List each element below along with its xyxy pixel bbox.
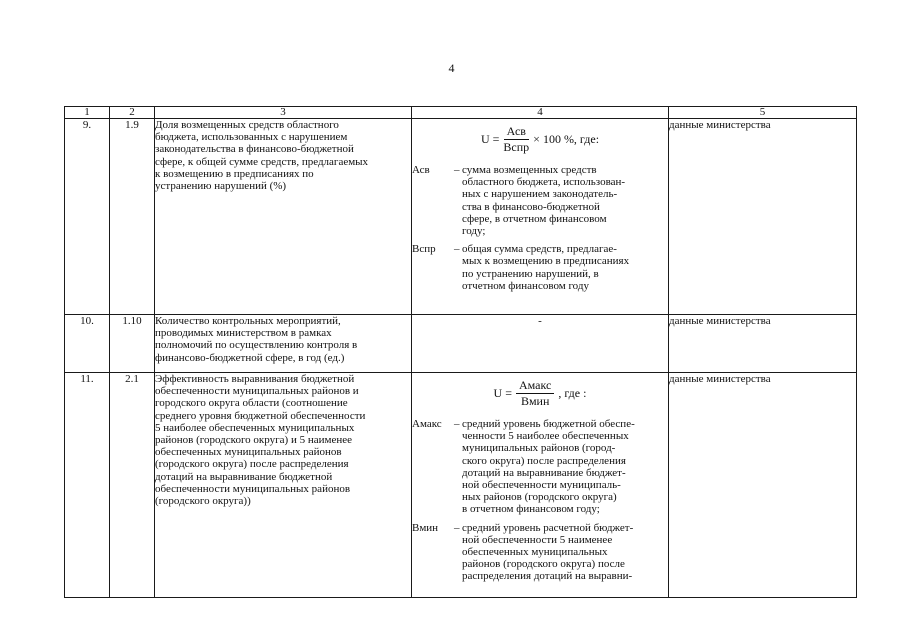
header-col-5: 5 — [669, 107, 857, 119]
indicator-code: 2.1 — [110, 373, 155, 598]
row-number: 11. — [65, 373, 110, 598]
formula-fraction — [516, 379, 554, 408]
table-row — [65, 315, 857, 373]
header-col-3: 3 — [155, 107, 412, 119]
formula-lhs: U = — [480, 132, 500, 147]
description-line: среднего уровня бюджетной обеспеченности — [155, 409, 366, 422]
description-line: обеспеченности муниципальных районов — [155, 482, 351, 495]
description-line: устранению нарушений (%) — [155, 180, 287, 193]
indicator-description — [155, 373, 412, 598]
definition-line: ского округа) после распределения — [462, 454, 626, 467]
definition-line: областного бюджета, использован- — [462, 176, 626, 189]
formula-definition — [412, 164, 668, 237]
formula-definition — [412, 418, 668, 516]
definition-dash: – — [454, 418, 460, 430]
formula-suffix: × 100 %, где: — [533, 132, 600, 147]
indicator-code: 1.9 — [110, 119, 155, 315]
formula-definition — [412, 243, 668, 292]
definition-line: мых к возмещению в предписаниях — [462, 255, 630, 268]
formula-numerator: Амакс — [516, 379, 554, 394]
indicator-description — [155, 315, 412, 373]
description-line: обеспеченных муниципальных районов — [155, 446, 342, 459]
definition-text — [462, 418, 668, 516]
definition-line: отчетном финансовом году — [462, 279, 589, 292]
calculation-formula — [412, 119, 669, 315]
formula-denominator: Вспр — [503, 140, 530, 154]
description-line: 5 наиболее обеспеченных муниципальных — [155, 421, 355, 434]
definition-symbol: Вспр — [412, 243, 436, 256]
definition-line: ных районов (городского округа) — [462, 491, 617, 504]
description-line: законодательства в финансово-бюджетной — [155, 143, 354, 156]
definition-dash: – — [454, 521, 460, 534]
description-line: сфере, к общей сумме средств, предлагаемых — [155, 155, 369, 168]
definition-line: году; — [462, 225, 486, 238]
formula-definition — [412, 522, 668, 583]
definition-dash: – — [454, 243, 460, 256]
definition-line: распределения дотаций на выравни- — [462, 570, 633, 583]
formula — [412, 125, 668, 154]
definition-line: сумма возмещенных средств — [462, 164, 597, 176]
description-line: Количество контрольных мероприятий, — [155, 315, 341, 327]
description-line: проводимых министерством в рамках — [155, 327, 332, 340]
data-source: данные министерства — [669, 119, 857, 315]
description-line: дотаций на выравнивание бюджетной — [155, 470, 333, 483]
formula — [412, 379, 668, 408]
description-line: городского округа области (соотношение — [155, 397, 348, 410]
data-source: данные министерства — [669, 315, 857, 373]
description-line: обеспеченности муниципальных районов и — [155, 385, 359, 398]
formula-numerator: Асв — [504, 125, 529, 140]
definition-line: обеспеченных муниципальных — [462, 546, 608, 559]
definition-line: ченности 5 наиболее обеспеченных — [462, 430, 629, 443]
definition-line: в отчетном финансовом году; — [462, 503, 600, 516]
calculation-formula: - — [412, 315, 669, 373]
header-row — [65, 107, 857, 119]
description-line: Доля возмещенных средств областного — [155, 119, 339, 131]
table-row — [65, 373, 857, 598]
definition-line: муниципальных районов (город- — [462, 442, 616, 455]
description-line: к возмещению в предписаниях по — [155, 167, 314, 180]
definition-line: средний уровень расчетной бюджет- — [462, 521, 634, 534]
definition-text — [462, 164, 668, 237]
definition-line: сфере, в отчетном финансовом — [462, 212, 607, 225]
description-line: финансово-бюджетной сфере, в год (ед.) — [155, 351, 345, 364]
definition-line: общая сумма средств, предлагае- — [462, 243, 617, 256]
formula-suffix: , где : — [558, 386, 587, 401]
indicator-code: 1.10 — [110, 315, 155, 373]
definition-line: ной обеспеченности муниципаль- — [462, 479, 621, 492]
definition-line: ной обеспеченности 5 наименее — [462, 533, 613, 546]
definition-symbol: Амакс — [412, 418, 442, 430]
formula-fraction — [503, 125, 529, 154]
header-col-1: 1 — [65, 107, 110, 119]
definition-dash: – — [454, 164, 460, 176]
description-line: (городского округа) после распределения — [155, 458, 349, 471]
row-number: 9. — [65, 119, 110, 315]
definition-text — [462, 522, 668, 583]
formula-denominator: Вмин — [520, 394, 550, 408]
definition-text — [462, 243, 668, 292]
definition-line: средний уровень бюджетной обеспе- — [462, 418, 635, 430]
definition-line: дотаций на выравнивание бюджет- — [462, 466, 626, 479]
definition-line: ства в финансово-бюджетной — [462, 200, 600, 213]
formula-lhs: U = — [493, 386, 512, 401]
definition-symbol: Асв — [412, 164, 430, 176]
description-line: полномочий по осуществлению контроля в — [155, 339, 358, 352]
data-source: данные министерства — [669, 373, 857, 598]
definition-line: районов (городского округа) после — [462, 558, 625, 571]
description-line: Эффективность выравнивания бюджетной — [155, 373, 355, 385]
definition-symbol: Вмин — [412, 521, 439, 534]
indicators-table — [64, 106, 857, 598]
description-line: бюджета, использованных с нарушением — [155, 131, 348, 144]
description-line: (городского округа)) — [155, 495, 251, 508]
header-col-2: 2 — [110, 107, 155, 119]
description-line: районов (городского округа) и 5 наименее — [155, 434, 352, 447]
definition-line: ных с нарушением законодатель- — [462, 188, 618, 201]
calculation-formula — [412, 373, 669, 598]
table-row — [65, 119, 857, 315]
row-number: 10. — [65, 315, 110, 373]
header-col-4: 4 — [412, 107, 669, 119]
page-number: 4 — [448, 61, 455, 75]
indicator-description — [155, 119, 412, 315]
definition-line: по устранению нарушений, в — [462, 267, 599, 280]
